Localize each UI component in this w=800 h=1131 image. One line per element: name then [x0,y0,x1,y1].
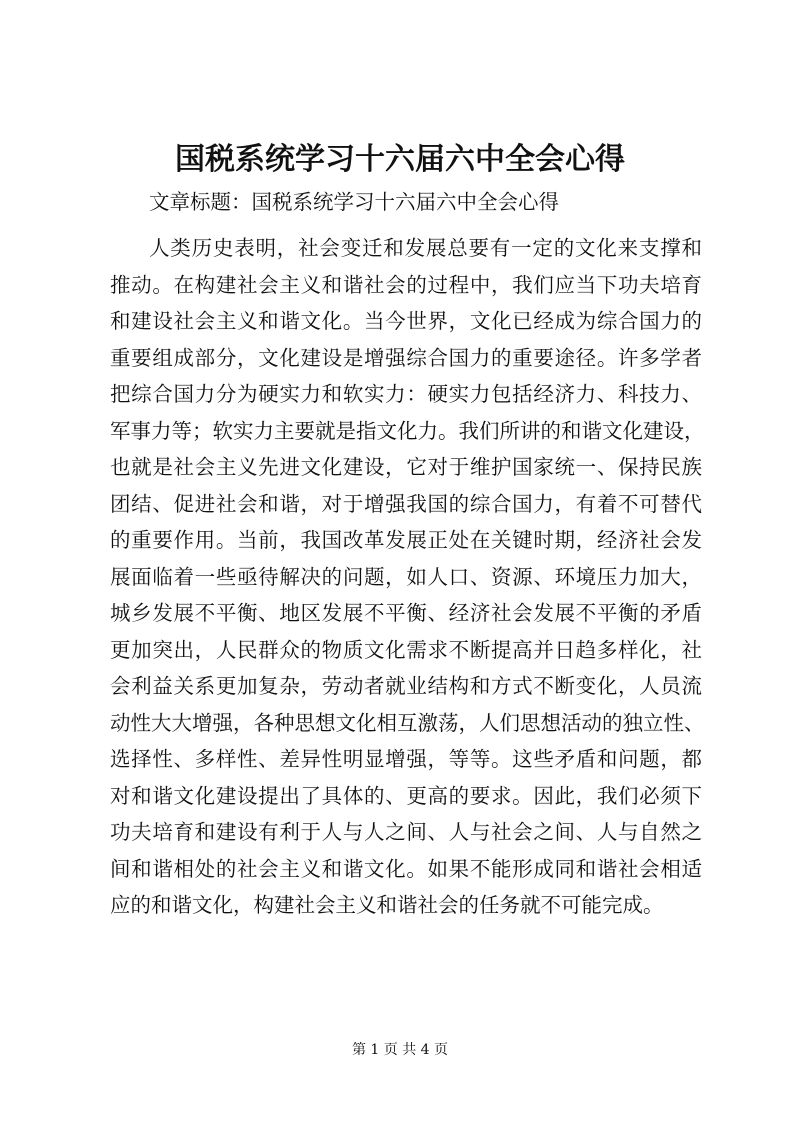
paragraph-line: 军事力等；软实力主要就是指文化力。我们所讲的和谐文化建设， [110,418,705,443]
page-indicator: 第 1 页 共 4 页 [351,1042,449,1058]
paragraph-line: 对和谐文化建设提出了具体的、更高的要求。因此，我们必须下 [110,783,702,808]
paragraph-line: 和建设社会主义和谐文化。当今世界，文化已经成为综合国力的 [110,309,702,333]
paragraph-line: 展面临着一些亟待解决的问题，如人口、资源、环境压力加大， [110,564,702,589]
paragraph-line: 应的和谐文化，构建社会主义和谐社会的任务就不可能完成。 [110,893,664,917]
paragraph-line: 也就是社会主义先进文化建设，它对于维护国家统一、保持民族 [110,455,702,479]
paragraph-line: 团结、促进社会和谐，对于增强我国的综合国力，有着不可替代 [110,491,702,516]
body-paragraph [110,230,705,924]
paragraph-line: 功夫培育和建设有利于人与人之间、人与社会之间、人与自然之 [110,820,702,844]
paragraph-line: 把综合国力分为硬实力和软实力：硬实力包括经济力、科技力、 [110,382,702,406]
article-subtitle: 文章标题：国税系统学习十六届六中全会心得 [149,190,559,214]
paragraph-line: 选择性、多样性、差异性明显增强，等等。这些矛盾和问题，都 [110,747,702,771]
paragraph-line: 动性大大增强，各种思想文化相互激荡，人们思想活动的独立性、 [110,710,705,735]
paragraph-line: 会利益关系更加复杂，劳动者就业结构和方式不断变化，人员流 [110,674,702,698]
page-title: 国税系统学习十六届六中全会心得 [175,142,625,177]
paragraph-line: 重要组成部分，文化建设是增强综合国力的重要途径。许多学者 [110,345,702,370]
paragraph-line: 间和谐相处的社会主义和谐文化。如果不能形成同和谐社会相适 [110,856,702,881]
paragraph-line: 的重要作用。当前，我国改革发展正处在关键时期，经济社会发 [110,528,702,552]
paragraph-line: 人类历史表明，社会变迁和发展总要有一定的文化来支撑和 [149,236,702,260]
paragraph-line: 推动。在构建社会主义和谐社会的过程中，我们应当下功夫培育 [110,272,702,297]
paragraph-line: 更加突出，人民群众的物质文化需求不断提高并日趋多样化，社 [110,637,702,662]
paragraph-line: 城乡发展不平衡、地区发展不平衡、经济社会发展不平衡的矛盾 [110,601,702,625]
